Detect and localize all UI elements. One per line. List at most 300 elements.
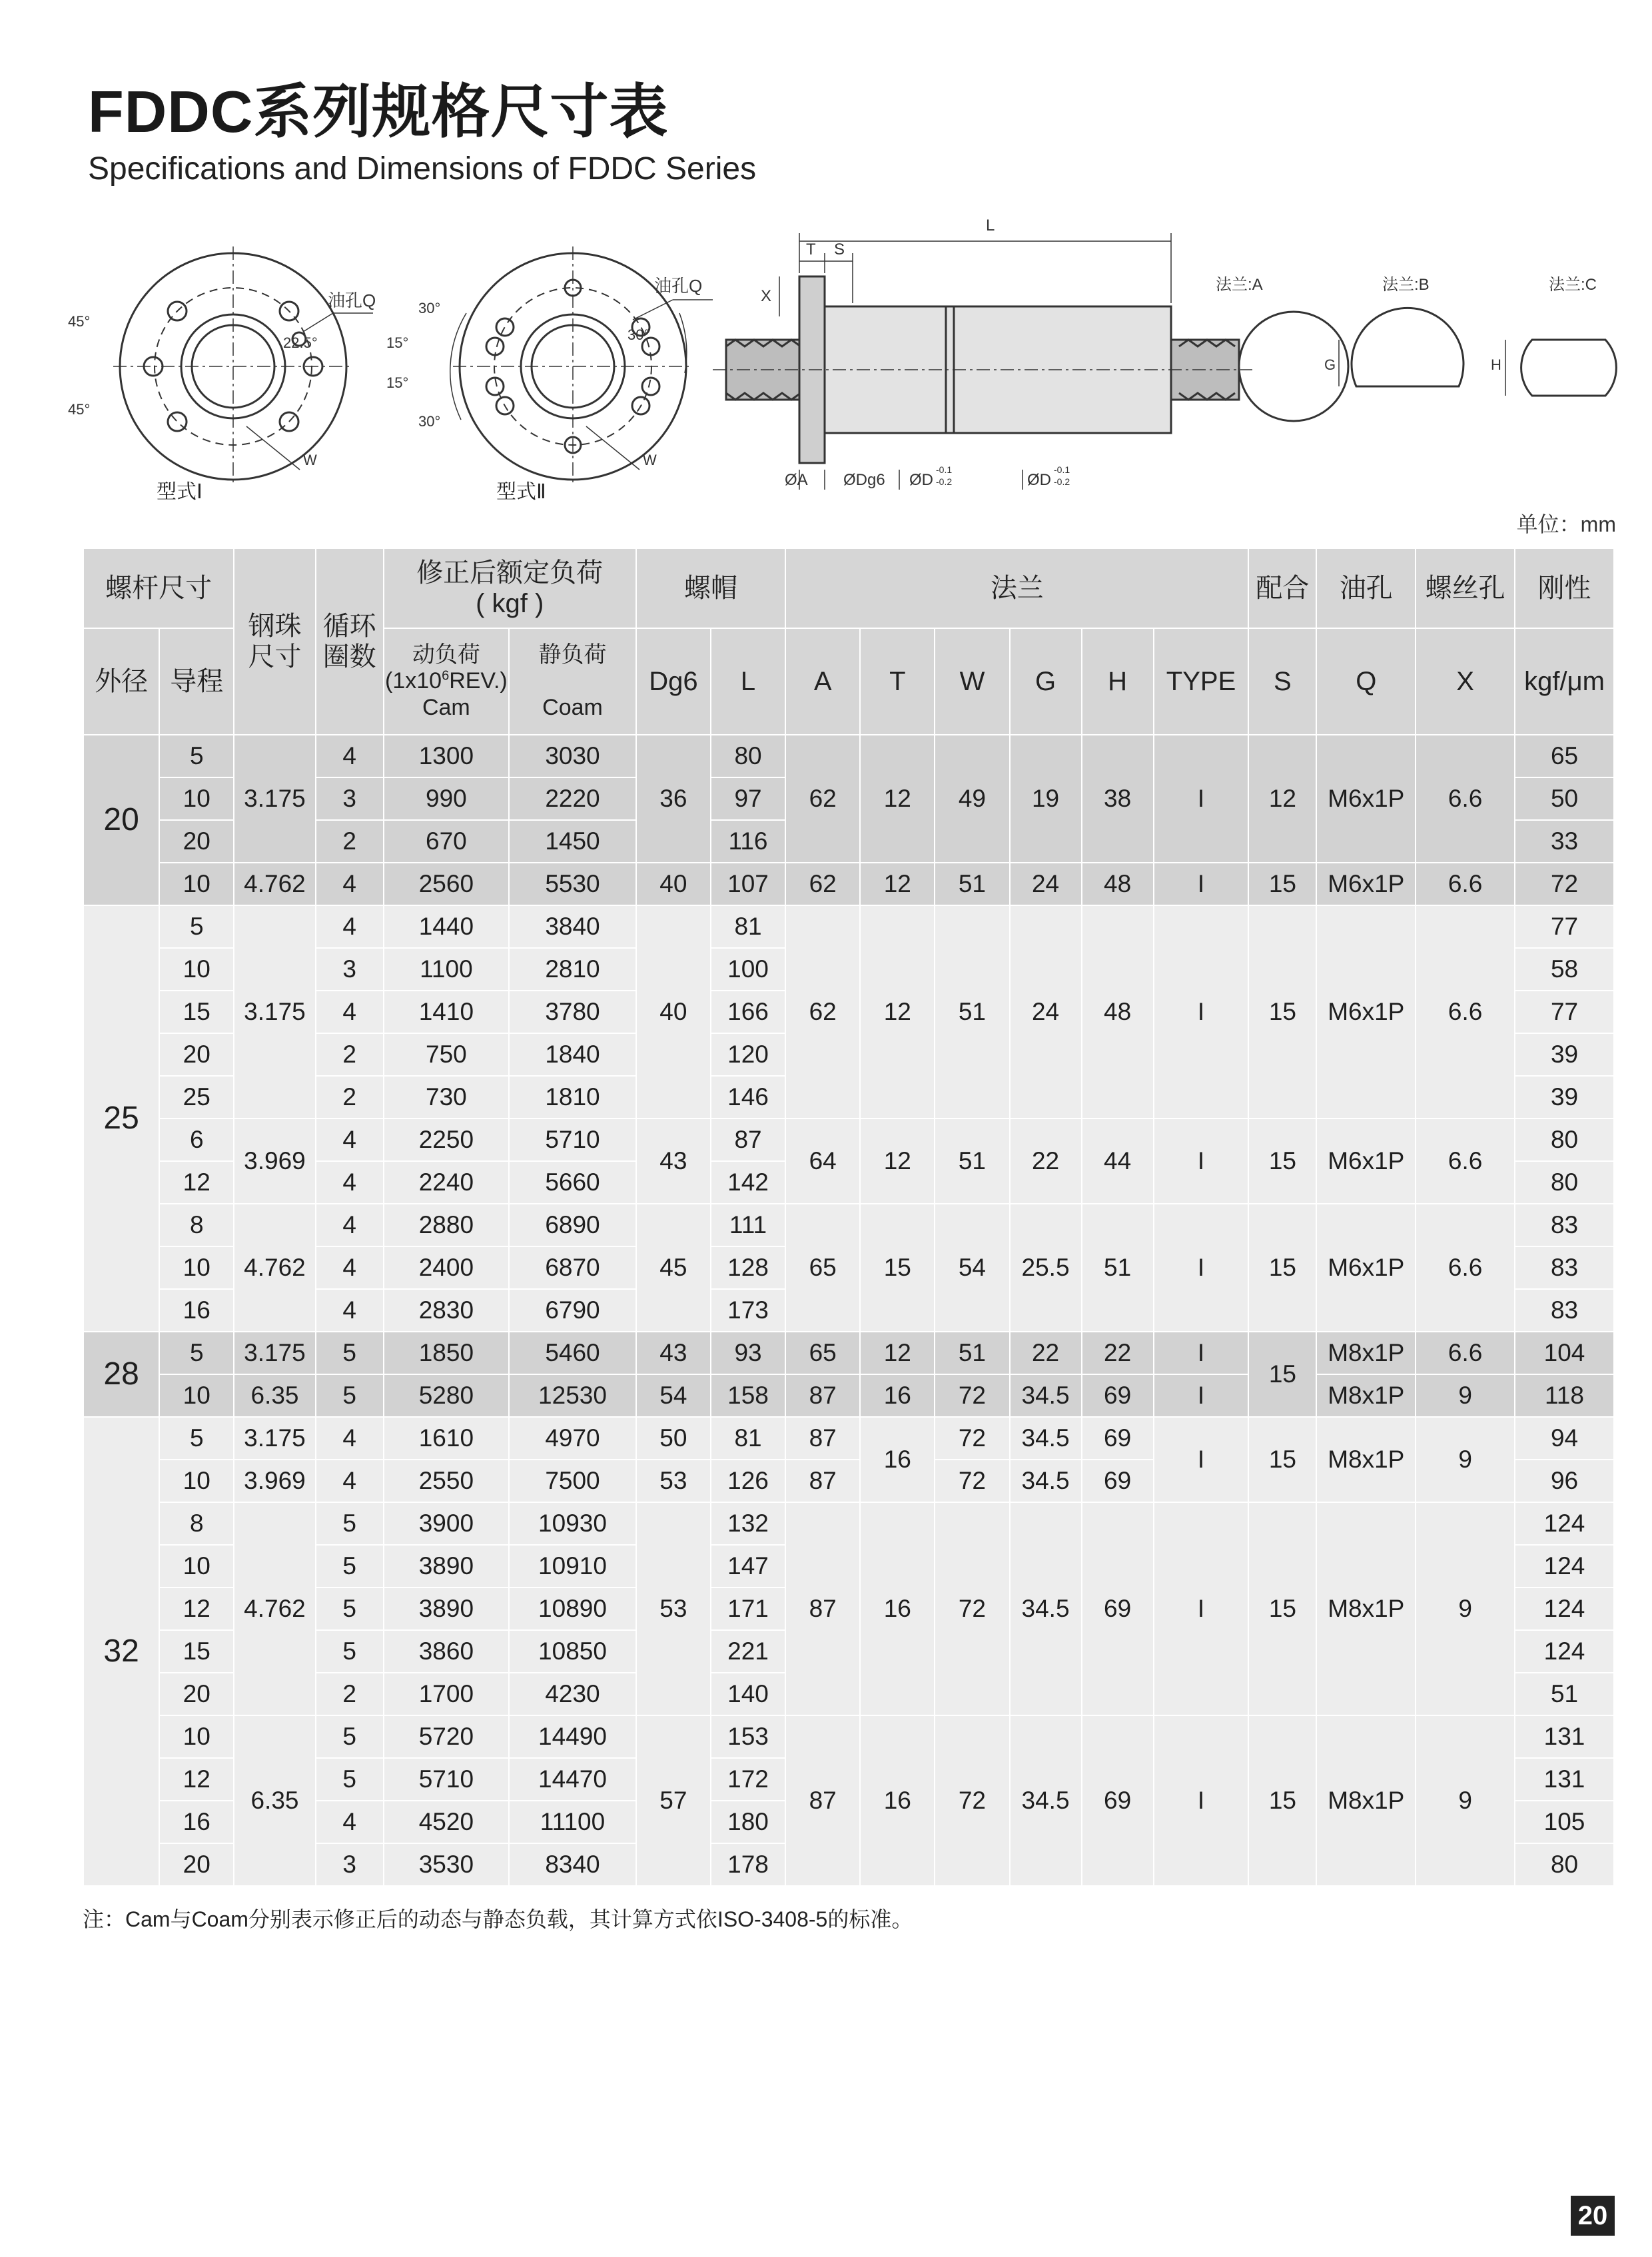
table-row [83,1502,1614,1545]
header-g: G [1010,628,1082,735]
dg6-cell: 40 [636,863,711,905]
dg6-cell: 53 [636,1460,711,1502]
lead-cell: 15 [159,991,234,1033]
t-cell: 12 [860,1119,935,1204]
l-cell: 81 [711,1417,785,1460]
cam-cell: 2240 [384,1161,510,1204]
circuit-cell: 5 [316,1332,384,1374]
lead-cell: 12 [159,1587,234,1630]
coam-cell: 10930 [509,1502,636,1545]
dim-x-label: X [761,287,772,305]
s-cell: 15 [1248,1332,1316,1417]
cam-cell: 1850 [384,1332,510,1374]
lead-cell: 16 [159,1289,234,1332]
flange-shapes-drawing [1239,308,1616,421]
lead-cell: 8 [159,1204,234,1246]
l-cell: 100 [711,948,785,991]
header-load: 修正后额定负荷 ( kgf ) [384,548,636,628]
t-cell: 12 [860,1332,935,1374]
header-t: T [860,628,935,735]
table-body [83,735,1614,1886]
coam-cell: 5460 [509,1332,636,1374]
header-nut: 螺帽 [636,548,785,628]
lead-cell: 10 [159,863,234,905]
l-cell: 132 [711,1502,785,1545]
type-cell: I [1154,1332,1249,1374]
cam-cell: 5710 [384,1758,510,1801]
l-cell: 81 [711,905,785,948]
dim-d-label: ØD [1027,471,1051,489]
t-cell: 16 [860,1417,935,1502]
q-cell: M6x1P [1316,905,1416,1119]
h-cell: 69 [1082,1417,1154,1460]
cam-cell: 1610 [384,1417,510,1460]
cam-cell: 670 [384,820,510,863]
flange-type-1-drawing [113,246,373,486]
od-cell: 20 [83,735,159,905]
k-cell: 58 [1515,948,1614,991]
flange-c-label: 法兰:C [1549,276,1597,294]
l-cell: 173 [711,1289,785,1332]
circuit-cell: 4 [316,1289,384,1332]
w-cell: 72 [935,1502,1009,1715]
h-cell: 48 [1082,863,1154,905]
x-cell: 9 [1416,1417,1515,1502]
x-cell: 9 [1416,1374,1515,1417]
w-cell: 72 [935,1715,1009,1886]
circuit-cell: 4 [316,1417,384,1460]
a-cell: 87 [785,1417,860,1460]
k-cell: 77 [1515,991,1614,1033]
w-cell: 72 [935,1460,1009,1502]
footnote: 注：Cam与Coam分别表示修正后的动态与静态负载，其计算方式依ISO-3408-5的标准。 [83,1907,913,1931]
q-cell: M6x1P [1316,735,1416,863]
angle-30-label: 30° [418,300,441,316]
dim-l-label: L [986,217,995,234]
coam-cell: 4970 [509,1417,636,1460]
k-cell: 72 [1515,863,1614,905]
dg6-cell: 54 [636,1374,711,1417]
oil-hole-label: 油孔Q [328,290,376,310]
od-cell: 32 [83,1417,159,1886]
h-cell: 22 [1082,1332,1154,1374]
cam-cell: 3860 [384,1630,510,1673]
dg6-cell: 36 [636,735,711,863]
header-thread-hole: 螺丝孔 [1416,548,1515,628]
l-cell: 93 [711,1332,785,1374]
l-cell: 126 [711,1460,785,1502]
ball-cell: 4.762 [234,1204,315,1332]
h-cell: 69 [1082,1460,1154,1502]
type-cell: I [1154,1715,1249,1886]
coam-cell: 6870 [509,1246,636,1289]
q-cell: M8x1P [1316,1417,1416,1502]
angle-30-label: 30° [418,413,441,430]
header-l: L [711,628,785,735]
coam-cell: 6790 [509,1289,636,1332]
circuit-cell: 4 [316,1204,384,1246]
h-cell: 69 [1082,1374,1154,1417]
k-cell: 118 [1515,1374,1614,1417]
lead-cell: 16 [159,1801,234,1843]
ball-cell: 4.762 [234,1502,315,1715]
w-cell: 49 [935,735,1009,863]
dg6-cell: 57 [636,1715,711,1886]
cam-cell: 3900 [384,1502,510,1545]
table-row [83,1417,1614,1460]
cam-cell: 1440 [384,905,510,948]
coam-cell: 1810 [509,1076,636,1119]
circuit-cell: 5 [316,1758,384,1801]
x-cell: 9 [1416,1715,1515,1886]
g-cell: 22 [1010,1119,1082,1204]
coam-cell: 5710 [509,1119,636,1161]
circuit-cell: 4 [316,991,384,1033]
coam-cell: 7500 [509,1460,636,1502]
t-cell: 12 [860,863,935,905]
a-cell: 65 [785,1204,860,1332]
header-ball: 钢珠 尺寸 [234,548,315,735]
tolerance-bottom: -0.2 [1054,476,1070,487]
w-cell: 72 [935,1374,1009,1417]
circuit-cell: 5 [316,1587,384,1630]
lead-cell: 5 [159,735,234,777]
type-cell: I [1154,863,1249,905]
header-rigidity: 刚性 [1515,548,1614,628]
q-cell: M8x1P [1316,1502,1416,1715]
cam-cell: 2400 [384,1246,510,1289]
ball-cell: 3.175 [234,1332,315,1374]
circuit-cell: 4 [316,905,384,948]
s-cell: 12 [1248,735,1316,863]
a-cell: 62 [785,863,860,905]
g-cell: 34.5 [1010,1715,1082,1886]
k-cell: 65 [1515,735,1614,777]
k-cell: 124 [1515,1545,1614,1587]
t-cell: 12 [860,735,935,863]
coam-cell: 10850 [509,1630,636,1673]
k-cell: 124 [1515,1587,1614,1630]
coam-cell: 10890 [509,1587,636,1630]
dim-h-label: H [1491,356,1501,373]
k-cell: 33 [1515,820,1614,863]
header-od: 外径 [83,628,159,735]
x-cell: 6.6 [1416,905,1515,1119]
g-cell: 34.5 [1010,1502,1082,1715]
oil-hole-label: 油孔Q [654,276,703,296]
circuit-cell: 5 [316,1502,384,1545]
w-label: W [643,452,657,468]
lead-cell: 12 [159,1161,234,1204]
l-cell: 120 [711,1033,785,1076]
coam-cell: 14470 [509,1758,636,1801]
lead-cell: 20 [159,1843,234,1886]
w-cell: 54 [935,1204,1009,1332]
cam-cell: 1700 [384,1673,510,1715]
a-cell: 87 [785,1502,860,1715]
nut-side-view-drawing [713,233,1252,490]
cam-cell: 2880 [384,1204,510,1246]
dg6-cell: 50 [636,1417,711,1460]
header-q: Q [1316,628,1416,735]
technical-drawings [53,207,1652,513]
dg6-cell: 40 [636,905,711,1119]
spec-table [83,548,1615,1887]
circuit-cell: 5 [316,1545,384,1587]
cam-cell: 3530 [384,1843,510,1886]
lead-cell: 20 [159,1673,234,1715]
coam-cell: 3780 [509,991,636,1033]
circuit-cell: 4 [316,1801,384,1843]
coam-cell: 14490 [509,1715,636,1758]
k-cell: 131 [1515,1715,1614,1758]
g-cell: 25.5 [1010,1204,1082,1332]
ball-cell: 3.175 [234,735,315,863]
coam-cell: 1840 [509,1033,636,1076]
s-cell: 15 [1248,1715,1316,1886]
g-cell: 34.5 [1010,1460,1082,1502]
cam-cell: 2550 [384,1460,510,1502]
header-h: H [1082,628,1154,735]
coam-cell: 5660 [509,1161,636,1204]
table-row [83,863,1614,905]
type-cell: I [1154,1374,1249,1417]
l-cell: 166 [711,991,785,1033]
l-cell: 142 [711,1161,785,1204]
circuit-cell: 3 [316,777,384,820]
coam-cell: 2810 [509,948,636,991]
type-cell: I [1154,1502,1249,1715]
tolerance-top: -0.1 [1054,464,1070,475]
coam-cell: 12530 [509,1374,636,1417]
table-row [83,1715,1614,1758]
coam-cell: 4230 [509,1673,636,1715]
circuit-cell: 4 [316,1246,384,1289]
k-cell: 104 [1515,1332,1614,1374]
page-number: 20 [1571,2196,1615,2236]
k-cell: 131 [1515,1758,1614,1801]
k-cell: 83 [1515,1289,1614,1332]
dg6-cell: 45 [636,1204,711,1332]
l-cell: 140 [711,1673,785,1715]
type-1-label: 型式Ⅰ [157,481,203,503]
h-cell: 48 [1082,905,1154,1119]
w-cell: 51 [935,1332,1009,1374]
g-cell: 19 [1010,735,1082,863]
h-cell: 69 [1082,1502,1154,1715]
k-cell: 80 [1515,1843,1614,1886]
cam-cell: 750 [384,1033,510,1076]
table-row [83,1119,1614,1161]
h-cell: 44 [1082,1119,1154,1204]
circuit-cell: 4 [316,1460,384,1502]
coam-cell: 3030 [509,735,636,777]
dim-d-label: ØD [909,471,933,489]
dim-g-label: G [1324,356,1336,373]
g-cell: 22 [1010,1332,1082,1374]
k-cell: 50 [1515,777,1614,820]
cam-cell: 1300 [384,735,510,777]
dim-t-label: T [806,240,816,258]
x-cell: 6.6 [1416,1332,1515,1374]
header-a: A [785,628,860,735]
circuit-cell: 4 [316,735,384,777]
flange-a-label: 法兰:A [1216,276,1263,294]
l-cell: 97 [711,777,785,820]
circuit-cell: 4 [316,863,384,905]
page-title: FDDC系列规格尺寸表 [88,79,669,145]
lead-cell: 10 [159,1715,234,1758]
circuit-cell: 2 [316,820,384,863]
w-cell: 72 [935,1417,1009,1460]
ball-cell: 3.175 [234,905,315,1119]
dg6-cell: 53 [636,1502,711,1715]
header-static: 静负荷 Coam [509,628,636,735]
q-cell: M8x1P [1316,1715,1416,1886]
table-row [83,905,1614,948]
lead-cell: 10 [159,1545,234,1587]
ball-cell: 3.969 [234,1460,315,1502]
a-cell: 87 [785,1374,860,1417]
tolerance-top: -0.1 [936,464,953,475]
page-subtitle: Specifications and Dimensions of FDDC Series [88,151,757,187]
t-cell: 16 [860,1374,935,1417]
circuit-cell: 5 [316,1630,384,1673]
w-label: W [303,452,317,468]
coam-cell: 1450 [509,820,636,863]
header-type: TYPE [1154,628,1249,735]
s-cell: 15 [1248,1502,1316,1715]
table-header [83,548,1614,735]
angle-15-label: 15° [386,334,409,351]
unit-label: 单位：mm [1516,512,1616,536]
lead-cell: 12 [159,1758,234,1801]
circuit-cell: 2 [316,1033,384,1076]
g-cell: 34.5 [1010,1374,1082,1417]
k-cell: 39 [1515,1076,1614,1119]
ball-cell: 6.35 [234,1715,315,1886]
type-cell: I [1154,905,1249,1119]
cam-cell: 990 [384,777,510,820]
k-cell: 94 [1515,1417,1614,1460]
l-cell: 116 [711,820,785,863]
cam-cell: 3890 [384,1545,510,1587]
header-flange: 法兰 [785,548,1248,628]
k-cell: 39 [1515,1033,1614,1076]
lead-cell: 5 [159,905,234,948]
lead-cell: 15 [159,1630,234,1673]
l-cell: 87 [711,1119,785,1161]
coam-cell: 11100 [509,1801,636,1843]
dim-a-label: ØA [785,471,808,489]
x-cell: 6.6 [1416,1204,1515,1332]
cam-cell: 5280 [384,1374,510,1417]
a-cell: 62 [785,735,860,863]
type-cell: I [1154,1417,1249,1502]
lead-cell: 10 [159,1246,234,1289]
od-cell: 28 [83,1332,159,1417]
header-k: kgf/μm [1515,628,1614,735]
angle-15-label: 15° [386,374,409,391]
cam-cell: 5720 [384,1715,510,1758]
s-cell: 15 [1248,1204,1316,1332]
l-cell: 146 [711,1076,785,1119]
x-cell: 6.6 [1416,863,1515,905]
od-cell: 25 [83,905,159,1332]
cam-cell: 1100 [384,948,510,991]
q-cell: M6x1P [1316,1204,1416,1332]
q-cell: M6x1P [1316,1119,1416,1204]
angle-45-label: 45° [68,401,91,418]
ball-cell: 3.969 [234,1119,315,1204]
s-cell: 15 [1248,863,1316,905]
type-cell: I [1154,735,1249,863]
g-cell: 24 [1010,863,1082,905]
coam-cell: 2220 [509,777,636,820]
l-cell: 180 [711,1801,785,1843]
l-cell: 128 [711,1246,785,1289]
table-row [83,735,1614,777]
l-cell: 153 [711,1715,785,1758]
lead-cell: 25 [159,1076,234,1119]
a-cell: 64 [785,1119,860,1204]
circuit-cell: 4 [316,1119,384,1161]
k-cell: 83 [1515,1246,1614,1289]
lead-cell: 8 [159,1502,234,1545]
k-cell: 77 [1515,905,1614,948]
lead-cell: 5 [159,1332,234,1374]
coam-cell: 10910 [509,1545,636,1587]
lead-cell: 10 [159,948,234,991]
angle-22-5-label: 22.5° [283,334,318,351]
cam-cell: 730 [384,1076,510,1119]
a-cell: 87 [785,1460,860,1502]
tolerance-bottom: -0.2 [936,476,953,487]
cam-cell: 4520 [384,1801,510,1843]
header-lead: 导程 [159,628,234,735]
s-cell: 15 [1248,1119,1316,1204]
type-cell: I [1154,1119,1249,1204]
ball-cell: 3.175 [234,1417,315,1460]
x-cell: 9 [1416,1502,1515,1715]
cam-cell: 3890 [384,1587,510,1630]
lead-cell: 10 [159,1374,234,1417]
s-cell: 15 [1248,905,1316,1119]
dim-s-label: S [834,240,845,258]
l-cell: 172 [711,1758,785,1801]
circuit-cell: 5 [316,1715,384,1758]
lead-cell: 5 [159,1417,234,1460]
t-cell: 12 [860,905,935,1119]
circuit-cell: 4 [316,1161,384,1204]
lead-cell: 20 [159,1033,234,1076]
lead-cell: 6 [159,1119,234,1161]
circuit-cell: 5 [316,1374,384,1417]
coam-cell: 8340 [509,1843,636,1886]
coam-cell: 3840 [509,905,636,948]
header-circuits: 循环 圈数 [316,548,384,735]
a-cell: 65 [785,1332,860,1374]
x-cell: 6.6 [1416,1119,1515,1204]
g-cell: 24 [1010,905,1082,1119]
table-row [83,1374,1614,1417]
ball-cell: 4.762 [234,863,315,905]
q-cell: M6x1P [1316,863,1416,905]
circuit-cell: 2 [316,1076,384,1119]
type-2-label: 型式Ⅱ [496,481,546,503]
a-cell: 62 [785,905,860,1119]
s-cell: 15 [1248,1417,1316,1502]
